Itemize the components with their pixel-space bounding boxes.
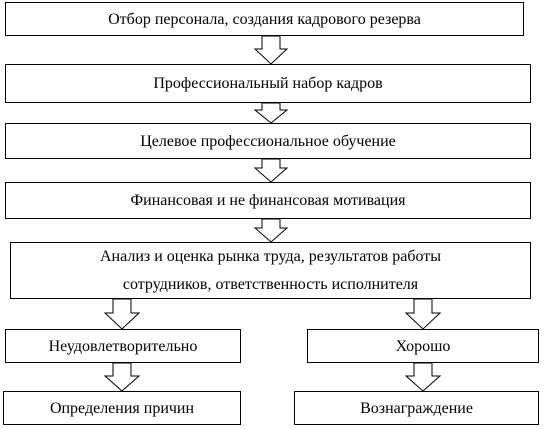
step-recruitment <box>5 64 531 103</box>
outcome-reward-label: Вознаграждение <box>360 399 473 417</box>
outcome-good <box>307 329 539 363</box>
step-motivation <box>5 182 531 219</box>
outcome-good-label: Хорошо <box>395 337 451 355</box>
step-analysis <box>10 242 531 299</box>
arrow-down-icon <box>255 219 287 242</box>
step-motivation-label: Финансовая и не финансовая мотивация <box>130 192 406 209</box>
step-analysis-line-2: сотрудников, ответственность исполнителя <box>122 275 419 293</box>
outcome-reward <box>294 391 539 425</box>
step-selection-label: Отбор персонала, создания кадрового резерва <box>108 10 421 28</box>
arrow-down-icon <box>406 363 440 391</box>
outcome-determine-causes <box>3 391 241 425</box>
step-selection <box>5 2 524 36</box>
step-training <box>5 123 531 159</box>
step-training-label: Целевое профессиональное обучение <box>140 132 396 150</box>
outcome-unsatisfactory-label: Неудовлетворительно <box>48 337 198 355</box>
arrow-down-icon <box>255 103 287 123</box>
arrow-down-icon <box>105 363 139 391</box>
arrow-down-icon <box>255 36 287 64</box>
arrow-down-icon <box>406 299 440 329</box>
step-recruitment-label: Профессиональный набор кадров <box>153 75 383 92</box>
step-analysis-line-1: Анализ и оценка рынка труда, результатов работы <box>99 247 442 265</box>
arrow-down-icon <box>105 299 139 329</box>
arrow-down-icon <box>255 159 287 182</box>
outcome-unsatisfactory <box>5 329 241 363</box>
outcome-determine-causes-label: Определения причин <box>49 399 195 417</box>
